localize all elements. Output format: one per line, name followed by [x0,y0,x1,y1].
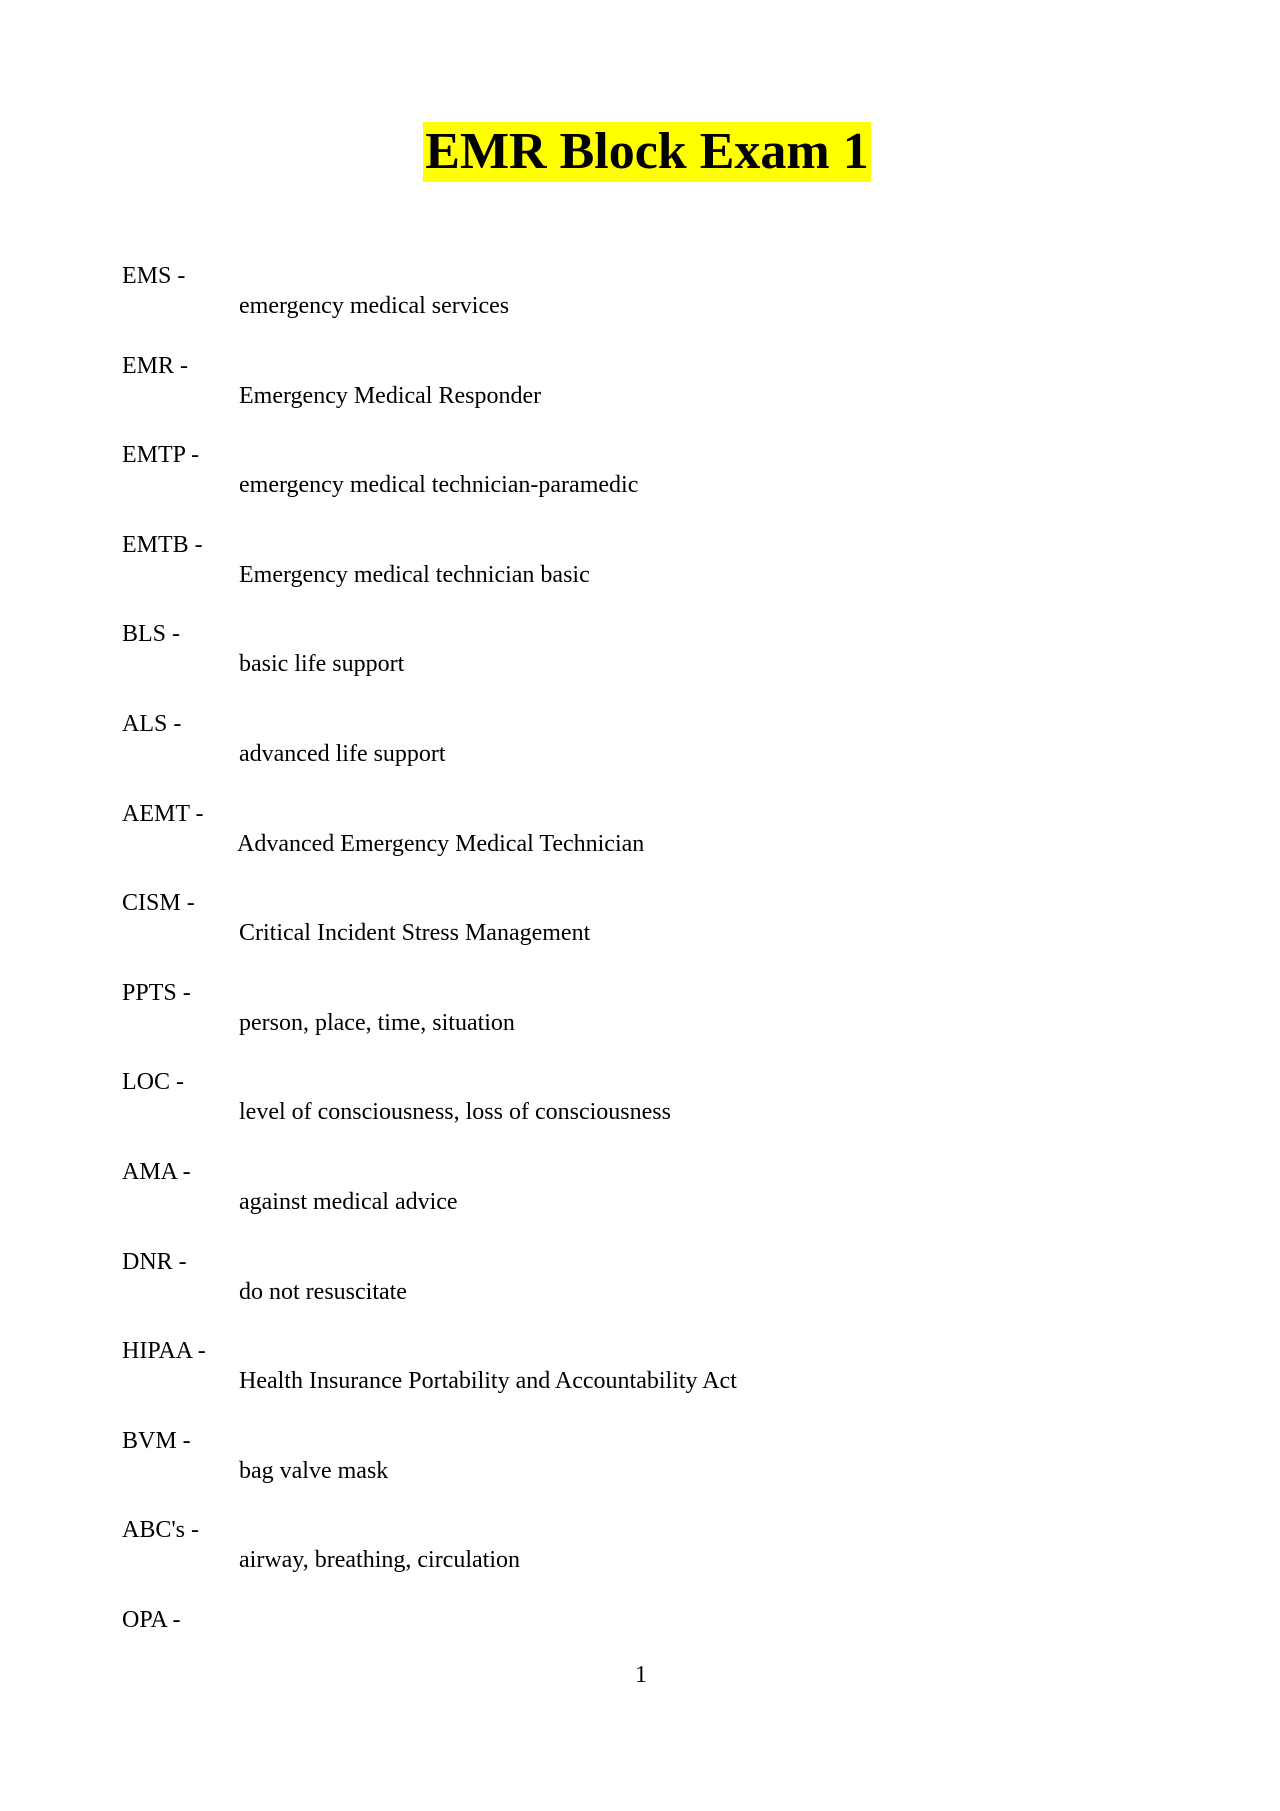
glossary-definition: airway, breathing, circulation [239,1547,520,1574]
glossary-term: EMTP - [122,442,200,469]
glossary-term: CISM - [122,890,195,917]
glossary-term: ABC's - [122,1517,200,1544]
glossary-definition: bag valve mask [239,1457,389,1484]
glossary-term: PPTS - [122,979,191,1006]
glossary-definition: level of consciousness, loss of consciousness [239,1099,671,1126]
glossary-term: LOC - [122,1069,184,1096]
glossary-term: HIPAA - [122,1338,206,1365]
glossary-entry [122,1157,1122,1247]
glossary-entry [122,978,1122,1068]
glossary-definition: Health Insurance Portability and Accountability Act [239,1368,737,1395]
title-container [0,122,1280,182]
glossary-term: BLS - [122,621,181,648]
glossary-definition: emergency medical services [239,293,510,319]
glossary-definition: advanced life support [239,740,446,767]
glossary-entry [122,1336,1122,1426]
glossary-entry [122,261,1122,351]
glossary-entry [122,619,1122,709]
page-title: EMR Block Exam 1 [425,123,869,180]
glossary-definition: Critical Incident Stress Management [239,920,591,947]
glossary-term: AMA - [122,1158,191,1185]
glossary-entry [122,351,1122,441]
glossary-term: ALS - [122,710,182,737]
glossary-term: OPA - [122,1606,181,1633]
glossary-term: EMTB - [122,531,203,558]
glossary-entry [122,888,1122,978]
glossary-definition: Advanced Emergency Medical Technician [237,830,645,857]
glossary-entry [122,709,1122,799]
glossary-entry [122,1515,1122,1605]
glossary-entry [122,1247,1122,1337]
glossary-definition: emergency medical technician-paramedic [239,472,639,499]
glossary-term: AEMT - [122,800,204,827]
page-number: 1 [635,1662,647,1688]
glossary-definition: Emergency Medical Responder [239,382,542,409]
glossary-definition: do not resuscitate [239,1278,407,1305]
glossary-definition: Emergency medical technician basic [239,561,590,588]
glossary-term: BVM - [122,1427,191,1454]
glossary-definition: basic life support [239,651,405,678]
glossary-term: EMS - [122,263,186,289]
glossary-entry [122,1426,1122,1516]
glossary-definition: person, place, time, situation [239,1009,515,1036]
glossary-entry [122,799,1122,889]
glossary-list [122,261,1122,1695]
glossary-definition: against medical advice [239,1188,458,1215]
glossary-entry [122,1067,1122,1157]
glossary-entry [122,440,1122,530]
glossary-term: DNR - [122,1248,187,1275]
glossary-term: EMR - [122,352,188,379]
glossary-entry [122,530,1122,620]
